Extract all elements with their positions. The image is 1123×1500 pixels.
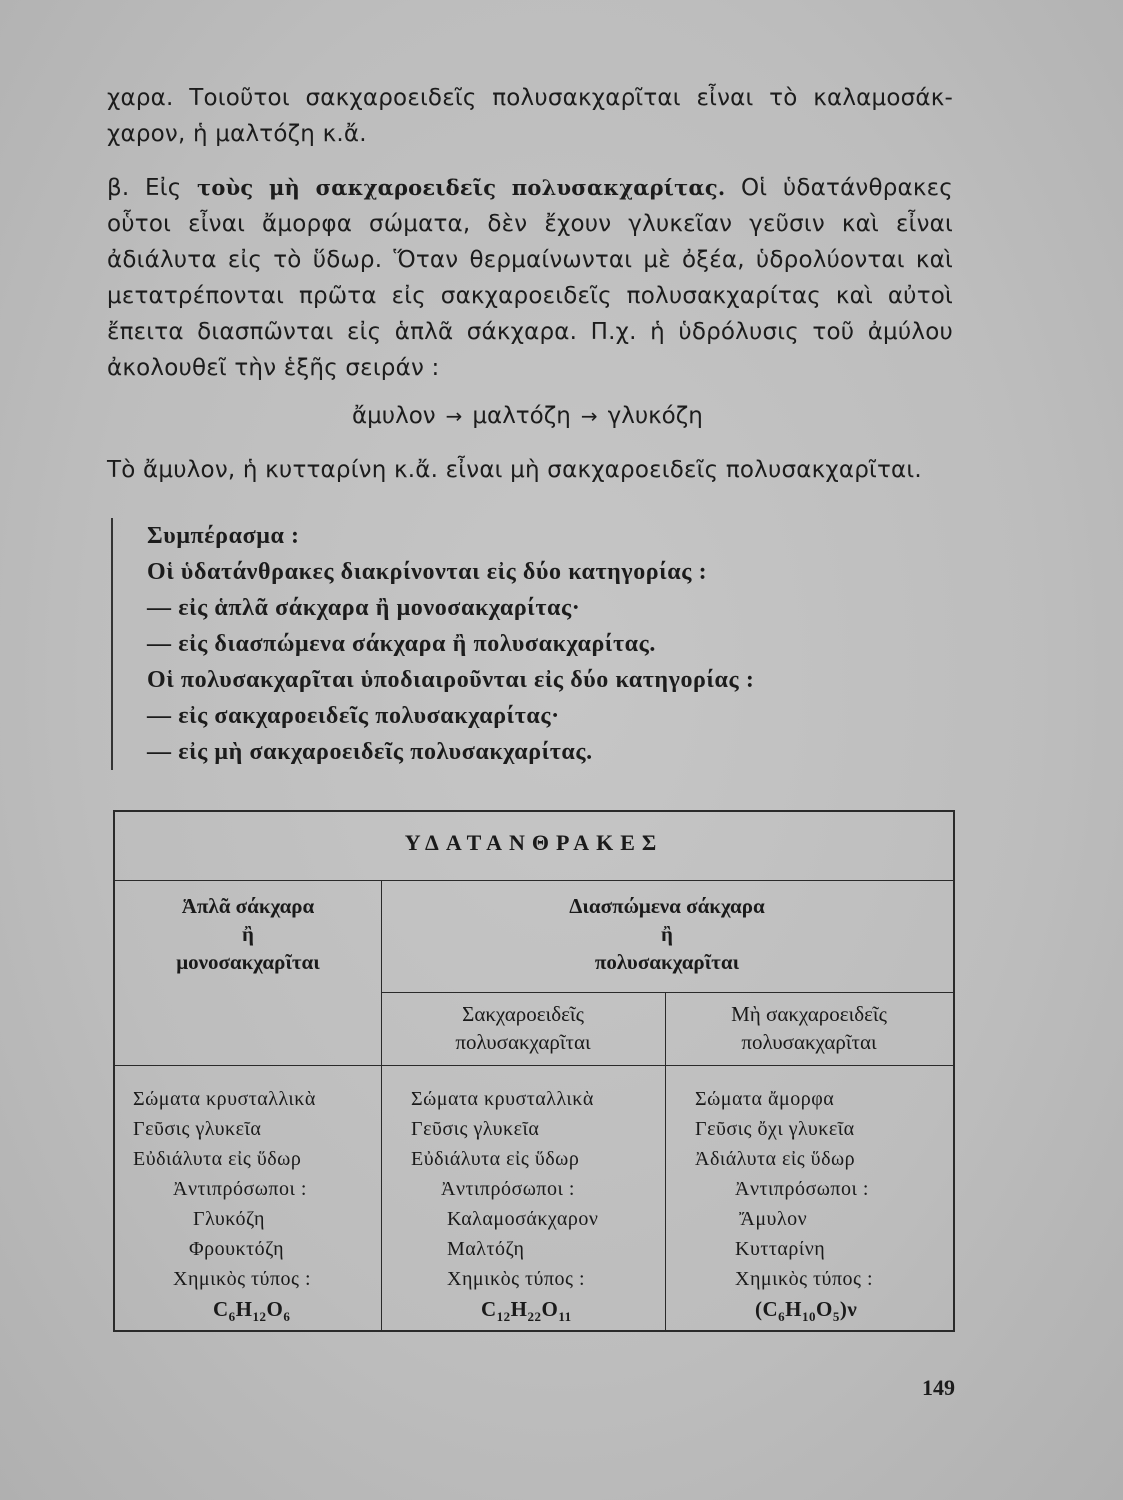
header-line: ἢ <box>661 922 673 946</box>
chemical-formula: $C_{12}H_{22}O_{11}$ <box>481 1297 572 1325</box>
non-sugar-like-polysaccharides-column <box>695 1084 945 1332</box>
paragraph-non-sugar-polysaccharides: Τὸ ἄμυλον, ἡ κυτταρίνη κ.ἄ. εἶναι μὴ σακχαροειδεῖς πολυσακχαρῖται. <box>107 457 922 483</box>
formula-label: Χημικὸς τύπος : <box>447 1268 586 1290</box>
property-line: Γεῦσις ὄχι γλυκεῖα <box>695 1118 855 1140</box>
representative-item: Φρουκτόζη <box>189 1238 285 1260</box>
sugar-like-polysaccharides-column <box>411 1084 661 1332</box>
header-polysaccharides <box>381 892 953 976</box>
chemical-formula: $C_6H_{12}O_6$ <box>213 1297 291 1325</box>
representatives-label: Ἀντιπρόσωποι : <box>173 1178 307 1200</box>
formula-label: Χημικὸς τύπος : <box>735 1268 874 1290</box>
header-line: πολυσακχαρῖται <box>594 950 740 974</box>
conclusion-line: Οἱ ὑδατάνθρακες διακρίνονται εἰς δύο κατηγορίας : <box>147 559 708 585</box>
conclusion-heading: Συμπέρασμα : <box>147 523 300 549</box>
reaction-step-maltose: μαλτόζη <box>472 403 571 429</box>
table-divider <box>115 880 953 881</box>
representative-item: Καλαμοσάκχαρον <box>447 1208 599 1230</box>
subheader-non-sugar-like <box>665 1000 953 1056</box>
subheader-sugar-like <box>381 1000 665 1056</box>
arrow-icon: → <box>580 404 598 428</box>
hydrolysis-sequence <box>352 398 703 434</box>
subheader-line: Σακχαροειδεῖς <box>462 1002 584 1026</box>
property-line: Ἀδιάλυτα εἰς ὕδωρ <box>695 1148 856 1170</box>
subheader-line: πολυσακχαρῖται <box>455 1030 591 1054</box>
conclusion-line: — εἰς μὴ σακχαροειδεῖς πολυσακχαρίτας. <box>147 739 593 765</box>
paragraph-b-rest: Οἱ ὑδατάνθρακες οὗτοι εἶναι ἄμορφα σώματα, δὲν ἔχουν γλυκεῖαν γεῦσιν καὶ εἶναι ἀδιάλυτα εἰς τὸ ὕδωρ. Ὅταν θερμαίνωνται μὲ ὀξέα, ὑδρολύονται καὶ μετατρέπονται πρῶτα εἰς σακχαροειδεῖς πολυσακχαρίτας καὶ αὐτοὶ ἔπειτα διασπῶνται εἰς ἁπλᾶ σάκχαρα. Π.χ. ἡ ὑδρόλυσις τοῦ ἀμύλου ἀκολουθεῖ τὴν ἑξῆς σειράν : <box>107 175 953 381</box>
header-line: μονοσακχαρῖται <box>176 950 320 974</box>
property-line: Σώματα κρυσταλλικὰ <box>411 1088 594 1110</box>
header-line: Διασπώμενα σάκχαρα <box>569 894 765 918</box>
representative-item: Γλυκόζη <box>193 1208 265 1230</box>
chemical-formula: $(C_6H_{10}O_5)\nu$ <box>755 1297 858 1325</box>
property-line: Εὐδιάλυτα εἰς ὕδωρ <box>133 1148 302 1170</box>
property-line: Σώματα ἄμορφα <box>695 1088 835 1110</box>
monosaccharides-column <box>133 1084 373 1332</box>
subheader-line: Μὴ σακχαροειδεῖς <box>731 1002 887 1026</box>
conclusion-line: — εἰς σακχαροειδεῖς πολυσακχαρίτας· <box>147 703 560 729</box>
property-line: Εὐδιάλυτα εἰς ὕδωρ <box>411 1148 580 1170</box>
representatives-label: Ἀντιπρόσωποι : <box>735 1178 869 1200</box>
conclusion-line: — εἰς διασπώμενα σάκχαρα ἢ πολυσακχαρίτας. <box>147 631 656 657</box>
page-number: 149 <box>922 1375 955 1400</box>
carbohydrates-table <box>113 810 955 1332</box>
reaction-step-starch: ἄμυλον <box>352 403 436 429</box>
representative-item: Μαλτόζη <box>447 1238 525 1260</box>
header-simple-sugars <box>115 892 381 976</box>
formula-label: Χημικὸς τύπος : <box>173 1268 312 1290</box>
paragraph-b-prefix: β. Εἰς <box>107 175 198 201</box>
representative-item: Ἄμυλον <box>739 1208 808 1230</box>
conclusion-line: — εἰς ἁπλᾶ σάκχαρα ἢ μονοσακχαρίτας· <box>147 595 581 621</box>
paragraph-continuation: χαρα. Τοιοῦτοι σακχαροειδεῖς πολυσακχαρῖται εἶναι τὸ καλαμοσάκ-χαρον, ἡ μαλτόζη κ.ἄ. <box>107 85 953 147</box>
conclusion-box <box>111 518 867 770</box>
header-line: ἢ <box>242 922 254 946</box>
paragraph-b-bold: τοὺς μὴ σακχαροειδεῖς πολυσακχαρίτας. <box>197 175 726 200</box>
property-line: Γεῦσις γλυκεῖα <box>133 1118 262 1140</box>
property-line: Γεῦσις γλυκεῖα <box>411 1118 540 1140</box>
table-title: ΥΔΑΤΑΝΘΡΑΚΕΣ <box>404 830 664 855</box>
header-line: Ἁπλᾶ σάκχαρα <box>181 894 315 918</box>
arrow-icon: → <box>445 404 463 428</box>
representative-item: Κυτταρίνη <box>735 1238 826 1260</box>
property-line: Σώματα κρυσταλλικὰ <box>133 1088 316 1110</box>
table-divider <box>115 1065 953 1066</box>
conclusion-line: Οἱ πολυσακχαρῖται ὑποδιαιροῦνται εἰς δύο κατηγορίας : <box>147 667 755 693</box>
representatives-label: Ἀντιπρόσωποι : <box>441 1178 575 1200</box>
reaction-step-glucose: γλυκόζη <box>607 403 703 429</box>
table-divider <box>381 992 953 993</box>
paragraph-b <box>107 170 953 386</box>
subheader-line: πολυσακχαρῖται <box>741 1030 877 1054</box>
